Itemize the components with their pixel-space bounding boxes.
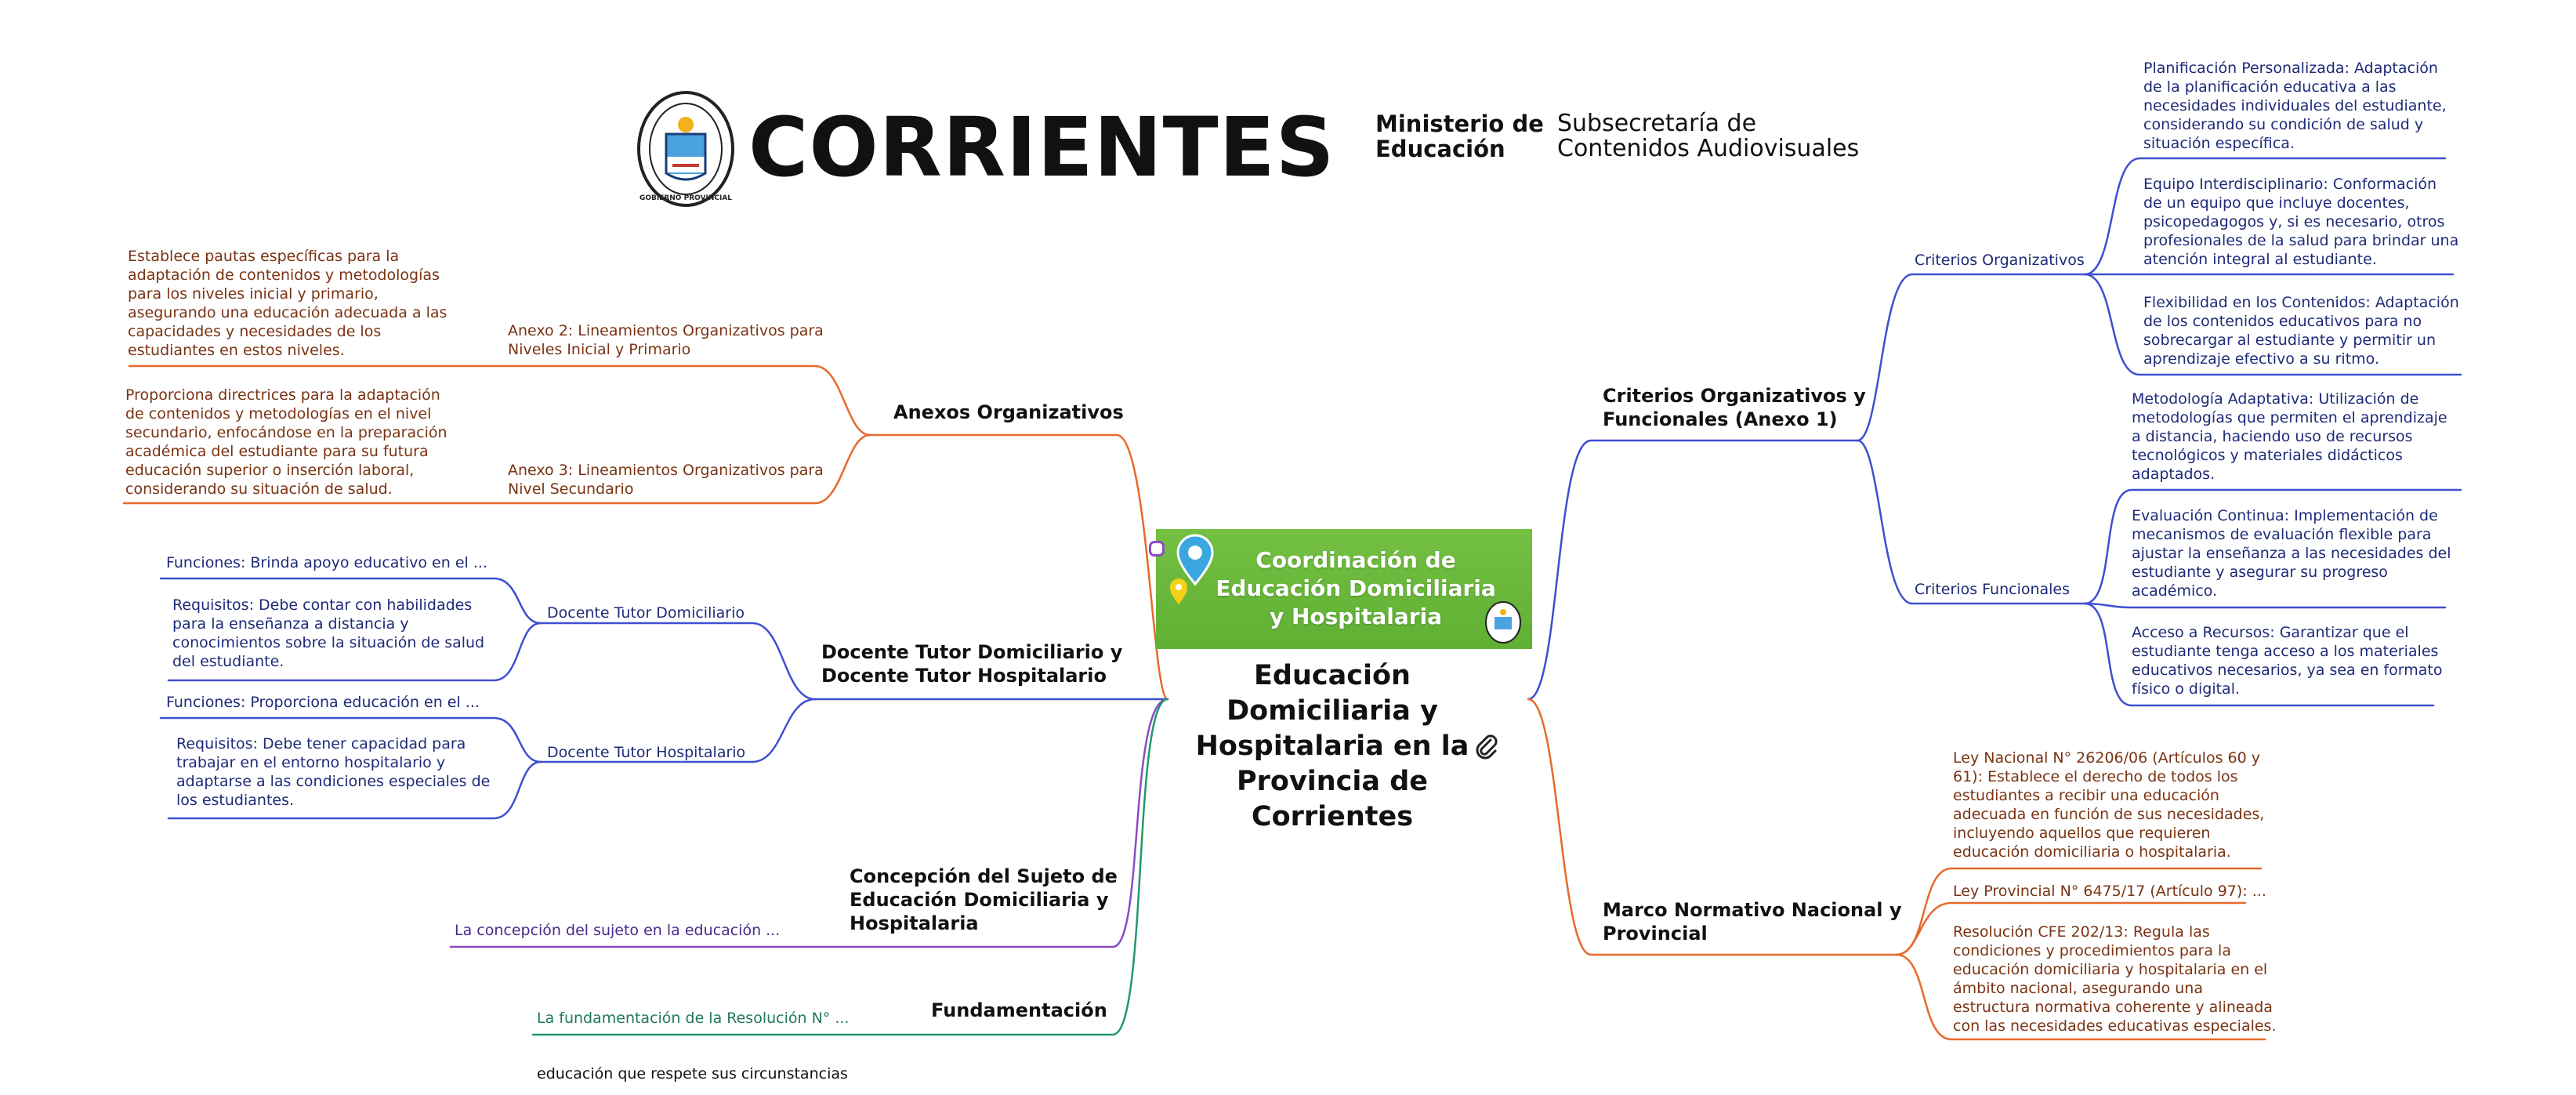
central-topic[interactable]: Educación Domiciliaria y Hospitalaria en la Provincia de Corrientes — [1195, 660, 1469, 832]
banner-text: Coordinación de Educación Domiciliaria y Hospitalaria — [1216, 547, 1496, 629]
subtopic-anexo-3[interactable]: Anexo 3: Lineamientos Organizativos para Nivel Secundario — [508, 462, 824, 498]
detail-anexo-2[interactable]: Establece pautas específicas para la adaptación de contenidos y metodologías para los niveles inicial y primario, asegurando una educación adecuada a las capacidades y necesidades de los estudiantes en estos niveles. — [128, 248, 447, 359]
small-pin-icon — [1167, 578, 1190, 606]
topic-marco-normativo[interactable]: Marco Normativo Nacional y Provincial — [1603, 899, 1902, 945]
subtopic-criterios-organizativos[interactable]: Criterios Organizativos — [1915, 252, 2085, 269]
detail-planificacion-personalizada[interactable]: Planificación Personalizada: Adaptación de la planificación educativa a las necesidades individuales del estudiante, considerando su condición de salud y situación específica. — [2143, 60, 2447, 152]
subtopic-docente-hospitalario[interactable]: Docente Tutor Hospitalario — [547, 744, 746, 761]
topic-fundamentacion[interactable]: Fundamentación — [931, 999, 1107, 1021]
provincial-seal-logo — [635, 90, 737, 208]
subtopic-criterios-funcionales[interactable]: Criterios Funcionales — [1915, 581, 2071, 598]
detail-ley-nacional[interactable]: Ley Nacional N° 26206/06 (Artículos 60 y 61): Establece el derecho de todos los estudiantes a recibir una educación adecuada en función de sus necesidades, incluyendo aquellos que requieren educación domiciliaria o hospitalaria. — [1953, 749, 2265, 861]
edge-docente-domiciliario — [541, 623, 815, 699]
coordination-banner-image — [1156, 529, 1532, 649]
detail-metodologia-adaptativa[interactable]: Metodología Adaptativa: Utilización de metodologías que permiten el aprendizaje a distancia, haciendo uso de recursos tecnológicos y materiales didácticos adaptados. — [2132, 390, 2447, 483]
seal-icon — [1484, 600, 1523, 645]
footer-note-text: educación que respete sus circunstancias — [537, 1065, 848, 1082]
paperclip-icon[interactable] — [1473, 734, 1500, 760]
collapse-handle[interactable] — [1149, 541, 1165, 557]
subtopic-docente-domiciliario[interactable]: Docente Tutor Domiciliario — [547, 604, 745, 622]
ministry-label: Ministerio de Educación — [1375, 111, 1544, 162]
topic-criterios-organizativos-funcionales[interactable]: Criterios Organizativos y Funcionales (Anexo 1) — [1603, 385, 1866, 430]
detail-anexo-3[interactable]: Proporciona directrices para la adaptación de contenidos y metodologías en el nivel secundario, enfocándose en la preparación académica del estudiante para su futura educación superior o inserción laboral, considerando su situación de salud. — [125, 386, 447, 498]
header-title: CORRIENTES — [748, 100, 1335, 195]
detail-hospitalario-funciones[interactable]: Funciones: Proporciona educación en el ... — [166, 694, 480, 711]
detail-domiciliario-funciones[interactable]: Funciones: Brinda apoyo educativo en el ... — [166, 554, 487, 571]
detail-hospitalario-requisitos[interactable]: Requisitos: Debe tener capacidad para trabajar en el entorno hospitalario y adaptarse a las condiciones especiales de los estudiantes. — [176, 735, 491, 809]
topic-docente-tutor[interactable]: Docente Tutor Domiciliario y Docente Tutor Hospitalario — [821, 641, 1123, 687]
detail-equipo-interdisciplinario[interactable]: Equipo Interdisciplinario: Conformación de un equipo que incluye docentes, psicopedagogos y, si es necesario, otros profesionales de la salud para brindar una atención integral al estudiante. — [2143, 176, 2459, 268]
detail-flexibilidad-contenidos[interactable]: Flexibilidad en los Contenidos: Adaptación de los contenidos educativos para no sobrecargar al estudiante y permitir un aprendizaje efectivo a su ritmo. — [2143, 294, 2459, 368]
topic-anexos-organizativos[interactable]: Anexos Organizativos — [893, 401, 1124, 423]
edge-criterios-funcionales — [1857, 441, 2085, 604]
detail-domiciliario-requisitos[interactable]: Requisitos: Debe contar con habilidades para la enseñanza a distancia y conocimientos sobre la situación de salud del estudiante. — [172, 596, 485, 670]
detail-fundamentacion[interactable]: La fundamentación de la Resolución N° ... — [537, 1010, 850, 1027]
logo-caption: GOBIERNO PROVINCIAL — [639, 194, 733, 202]
detail-evaluacion-continua[interactable]: Evaluación Continua: Implementación de mecanismos de evaluación flexible para ajustar la enseñanza a las necesidades del estudiante y asegurar su progreso académico. — [2132, 507, 2451, 600]
topic-concepcion-sujeto[interactable]: Concepción del Sujeto de Educación Domiciliaria y Hospitalaria — [850, 865, 1118, 934]
edge-criterios-organizativos — [1857, 274, 2085, 441]
subtopic-anexo-2[interactable]: Anexo 2: Lineamientos Organizativos para Niveles Inicial y Primario — [508, 322, 824, 358]
edge-center-criterios — [1528, 441, 1857, 699]
detail-concepcion[interactable]: La concepción del sujeto en la educación ... — [455, 922, 781, 939]
subsecretaria-label: Subsecretaría de Contenidos Audiovisuales — [1557, 110, 1860, 162]
detail-acceso-recursos[interactable]: Acceso a Recursos: Garantizar que el estudiante tenga acceso a los materiales educativos necesarios, ya sea en formato físico o digital. — [2132, 624, 2443, 698]
edge-fun-item2 — [2085, 604, 2445, 607]
detail-resolucion-cfe[interactable]: Resolución CFE 202/13: Regula las condiciones y procedimientos para la educación domiciliaria y hospitalaria en el ámbito nacional, asegurando una estructura normativa coherente y alineada con las necesidades educativas especiales. — [1953, 923, 2277, 1035]
detail-ley-provincial[interactable]: Ley Provincial N° 6475/17 (Artículo 97): ... — [1953, 883, 2266, 900]
